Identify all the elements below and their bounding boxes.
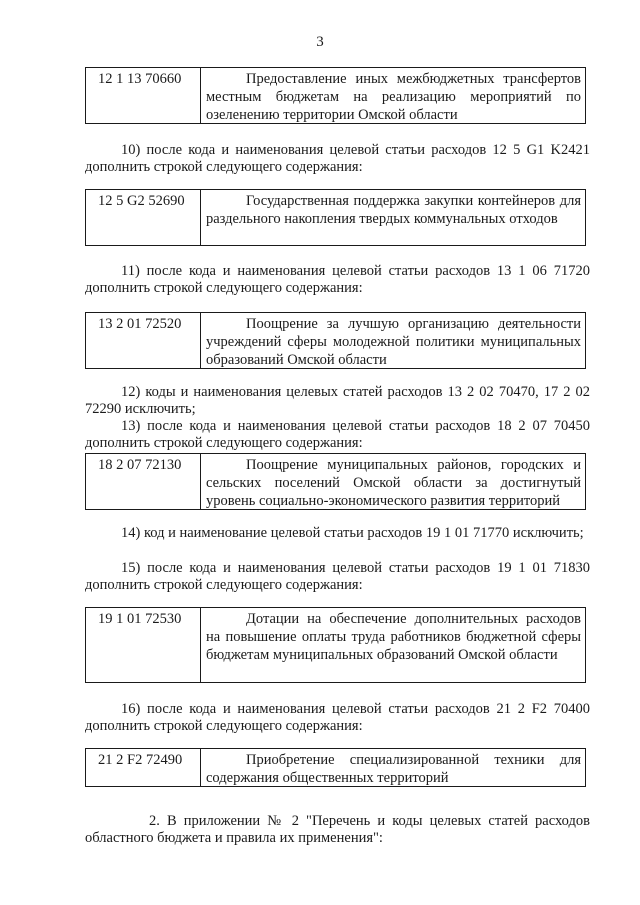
amendment-paragraph: 14) код и наименование целевой статьи расходов 19 1 01 71770 исключить; [121,525,584,541]
page-number: 3 [316,34,324,50]
budget-description: Поощрение муниципальных районов, городских и сельских поселений Омской области за достигнутый уровень социально-экономического развития территорий [206,457,581,509]
code-entry [85,607,586,683]
amendment-paragraph: 11) после кода и наименования целевой статьи расходов 13 1 06 71720 дополнить строкой следующего содержания: [85,263,590,296]
budget-description: Поощрение за лучшую организацию деятельности учреждений сферы молодежной политики муниципальных образований Омской области [206,316,581,368]
amendment-paragraph: 16) после кода и наименования целевой статьи расходов 21 2 F2 70400 дополнить строкой следующего содержания: [85,701,590,734]
budget-code: 21 2 F2 72490 [86,749,201,786]
code-entry [85,453,586,510]
code-entry [85,312,586,369]
amendment-paragraph: 10) после кода и наименования целевой статьи расходов 12 5 G1 K2421 дополнить строкой следующего содержания: [85,142,590,175]
code-entry [85,189,586,246]
budget-code: 19 1 01 72530 [86,608,201,682]
code-entry [85,748,586,787]
amendment-paragraph: 15) после кода и наименования целевой статьи расходов 19 1 01 71830 дополнить строкой следующего содержания: [85,560,590,593]
budget-code: 12 5 G2 52690 [86,190,201,245]
budget-code: 12 1 13 70660 [86,68,201,123]
budget-description: Дотации на обеспечение дополнительных расходов на повышение оплаты труда работников бюджетной сферы бюджетам муниципальных образований Омской области [206,611,581,663]
budget-code: 18 2 07 72130 [86,454,201,509]
budget-description: Приобретение специализированной техники для содержания общественных территорий [206,752,581,786]
budget-description: Государственная поддержка закупки контейнеров для раздельного накопления твердых коммунальных отходов [206,193,581,227]
amendment-paragraph: 12) коды и наименования целевых статей расходов 13 2 02 70470, 17 2 02 72290 исключить; [85,384,590,417]
amendment-paragraph: 13) после кода и наименования целевой статьи расходов 18 2 07 70450 дополнить строкой следующего содержания: [85,418,590,451]
code-entry [85,67,586,124]
budget-description: Предоставление иных межбюджетных трансфертов местным бюджетам на реализацию мероприятий по озеленению территории Омской области [206,71,581,123]
budget-code: 13 2 01 72520 [86,313,201,368]
amendment-paragraph: 2. В приложении № 2 "Перечень и коды целевых статей расходов областного бюджета и правила их применения": [85,813,590,846]
